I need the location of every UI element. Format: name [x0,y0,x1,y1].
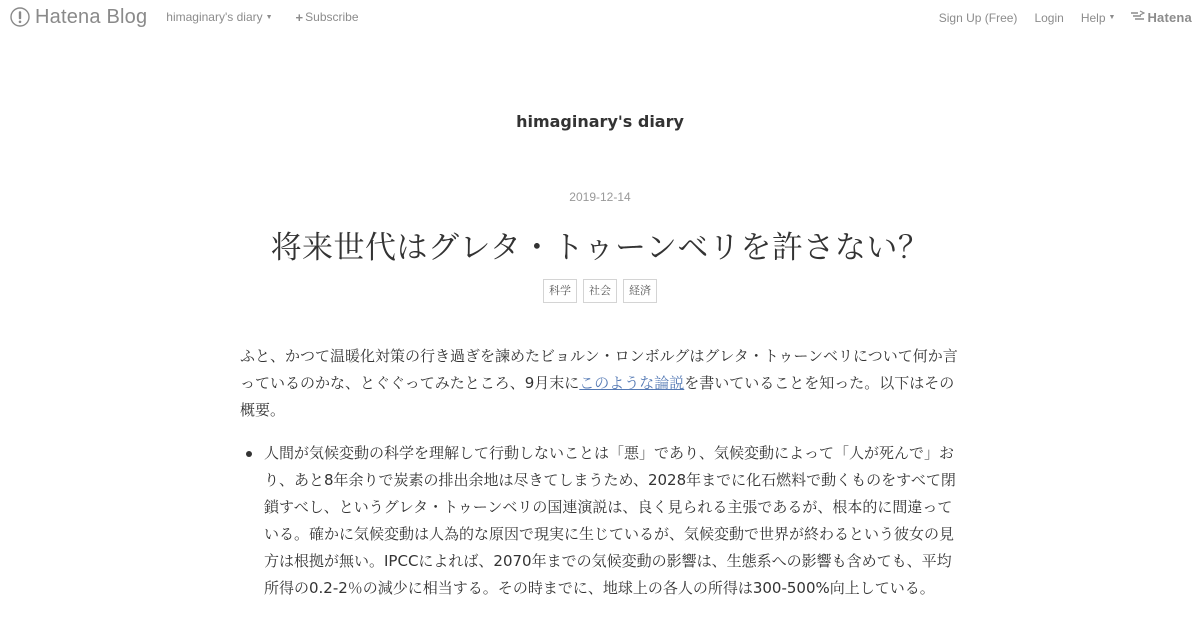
entry-title[interactable]: 将来世代はグレタ・トゥーンベリを許さない？ [270,230,930,266]
subscribe-button[interactable] [296,10,359,25]
category-tag[interactable]: 社会 [583,279,617,303]
list-item-text: 人間が気候変動の科学を理解して行動しないことは「悪」であり、気候変動によって「人が死んで」おり、あと8年余りで炭素の排出余地は尽きてしまうため、2028年までに化石燃料で動くものをすべて閉鎖すべし、というグレタ・トゥーンベリの国連演説は、良く見られる主張であるが、根本的に間違っている。確かに気候変動は人為的な原因で現実に生じているが、気候変動で世界が終わるという彼女の見方は根拠が無い。IPCCによれば、2070年までの気候変動の影響は、生態系への影響も含めても、平均所得の0.2-2％の減少に相当する。その時までに、地球上の各人の所得は300-500%向上している。 [264,444,956,597]
help-dropdown[interactable] [1081,11,1116,25]
hatena-exclamation-icon [10,7,30,27]
subscribe-label: Subscribe [305,10,359,24]
hatena-brand-link[interactable] [1131,10,1192,25]
hatena-brand-label: Hatena [1147,10,1192,25]
global-header-left [10,6,359,28]
intro-text-after: を書いていることを知った。以下はその概要。 [240,374,955,419]
caret-down-icon: ▼ [1108,14,1116,21]
intro-paragraph [240,343,962,424]
caret-down-icon: ▼ [265,13,273,21]
category-tag[interactable]: 科学 [543,279,577,303]
signup-link[interactable]: Sign Up (Free) [938,10,1018,25]
hatena-blog-logo[interactable] [10,6,147,28]
blog-menu-label: himaginary's diary [166,10,263,24]
category-tag[interactable]: 経済 [623,279,657,303]
summary-list [240,440,962,602]
blog-menu-dropdown[interactable] [166,10,272,24]
entry-categories [0,279,1200,303]
global-header [0,0,1200,36]
bullet-icon [246,451,252,457]
global-header-right [939,10,1192,25]
plus-icon: + [295,9,304,25]
list-item [240,440,960,602]
login-link[interactable]: Login [1034,10,1064,25]
intro-text-before: ふと、かつて温暖化対策の行き過ぎを諫めたビョルン・ロンボルグはグレタ・トゥーンベリについて何か言っているのかな、とぐぐってみたところ、9月末に [240,347,958,392]
entry-date[interactable]: 2019-12-14 [569,190,631,204]
article-link[interactable]: このような論説 [579,374,685,392]
blog-title[interactable]: himaginary's diary [516,112,684,131]
entry-body [240,343,962,602]
hatena-bird-icon [1131,10,1145,25]
logo-text: Hatena Blog [35,6,148,28]
help-label: Help [1080,10,1106,25]
